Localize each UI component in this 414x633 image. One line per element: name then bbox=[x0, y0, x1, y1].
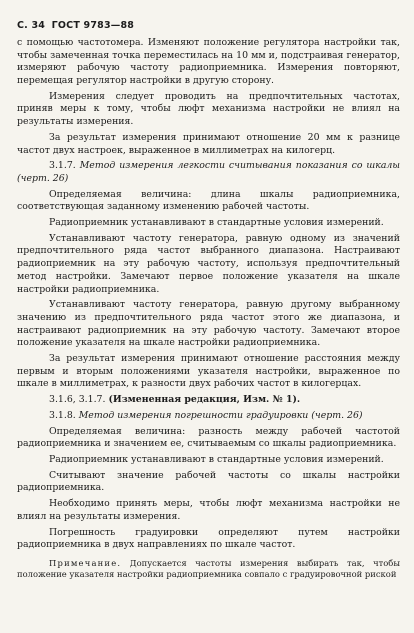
paragraph-preferred-frequencies: Измерения следует проводить на предпочтительных частотах, приняв меры к тому, чтобы люфт механизма настройки не влиял на результаты измерения. bbox=[17, 90, 400, 128]
note-text: Допускается частоты измерения выбирать так, чтобы положение указателя настройки радиоприемника совпало с градуировочной риской bbox=[17, 557, 400, 580]
paragraph-standard-conditions: Радиоприемник устанавливают в стандартные условия измерений. bbox=[49, 217, 384, 229]
paragraph-result-ratio: За результат измерения принимают отношение 20 мм к разнице частот двух настроек, выраженное в миллиметрах на килогерц. bbox=[17, 131, 400, 156]
page-number: С. 34 bbox=[17, 20, 46, 31]
page-header bbox=[17, 20, 400, 33]
section-3-1-7-heading bbox=[17, 160, 400, 185]
note-paragraph bbox=[17, 558, 400, 581]
section-number: 3.1.8. bbox=[49, 409, 76, 421]
amendment-line bbox=[17, 394, 400, 407]
paragraph-second-frequency: Устанавливают частоту генератора, равную другому выбранному значению из предпочтительного ряда частот этого же диапазона, и настраивают радиоприемник на эту рабочую частоту. Замечают второе положение указателя на шкале настройки радиоприемника. bbox=[17, 299, 400, 349]
paragraph-calibration-error: Погрешность градуировки определяют путем настройки радиоприемника в двух направлениях по шкале частот. bbox=[17, 526, 400, 551]
paragraph-read-frequency: Считывают значение рабочей частоты со шкалы настройки радиоприемника. bbox=[17, 469, 400, 494]
section-title: Метод измерения погрешности градуировки (черт. 26) bbox=[78, 409, 363, 421]
section-3-1-8-heading bbox=[17, 410, 400, 423]
amendment-text: (Измененная редакция, Изм. № 1). bbox=[108, 394, 301, 406]
paragraph-calibration-quantity: Определяемая величина: разность между рабочей частотой радиоприемника и значением ее, считываемым со шкалы радиоприемника. bbox=[17, 425, 400, 450]
paragraph-measured-quantity: Определяемая величина: длина шкалы радиоприемника, соответствующая заданному изменению рабочей частоты. bbox=[17, 188, 400, 213]
standard-code: ГОСТ 9783—88 bbox=[51, 20, 135, 31]
section-number: 3.1.7. bbox=[49, 160, 76, 172]
paragraph-backlash: Необходимо принять меры, чтобы люфт механизма настройки не влиял на результаты измерения. bbox=[17, 498, 400, 522]
note-label: Примечание. bbox=[49, 557, 122, 568]
paragraph-standard-conditions-2: Радиоприемник устанавливают в стандартные условия измерений. bbox=[49, 454, 384, 465]
paragraph-first-frequency: Устанавливают частоту генератора, равную одному из значений предпочтительного ряда частот выбранного диапазона. Настраивают радиоприемник на эту рабочую частоту, используя предпочтительный метод настройки. Замечают первое положение указателя на шкале настройки радиоприемника. bbox=[17, 232, 400, 295]
paragraph-result-distance: За результат измерения принимают отношение расстояния между первым и вторым положениями указателя настройки, выраженное по шкале в миллиметрах, к разности двух рабочих частот в килогерцах. bbox=[17, 353, 400, 390]
paragraph-continuation: с помощью частотомера. Изменяют положение регулятора настройки так, чтобы замеченная точка переместилась на 10 мм и, подстраивая генератор, измеряют рабочую частоту радиоприемника. Измерения повторяют, перемещая регулятор настройки в другую сторону. bbox=[17, 36, 400, 87]
section-title: Метод измерения легкости считывания показания со шкалы (черт. 26) bbox=[17, 160, 400, 184]
amendment-clauses: 3.1.6, 3.1.7. bbox=[49, 394, 106, 406]
